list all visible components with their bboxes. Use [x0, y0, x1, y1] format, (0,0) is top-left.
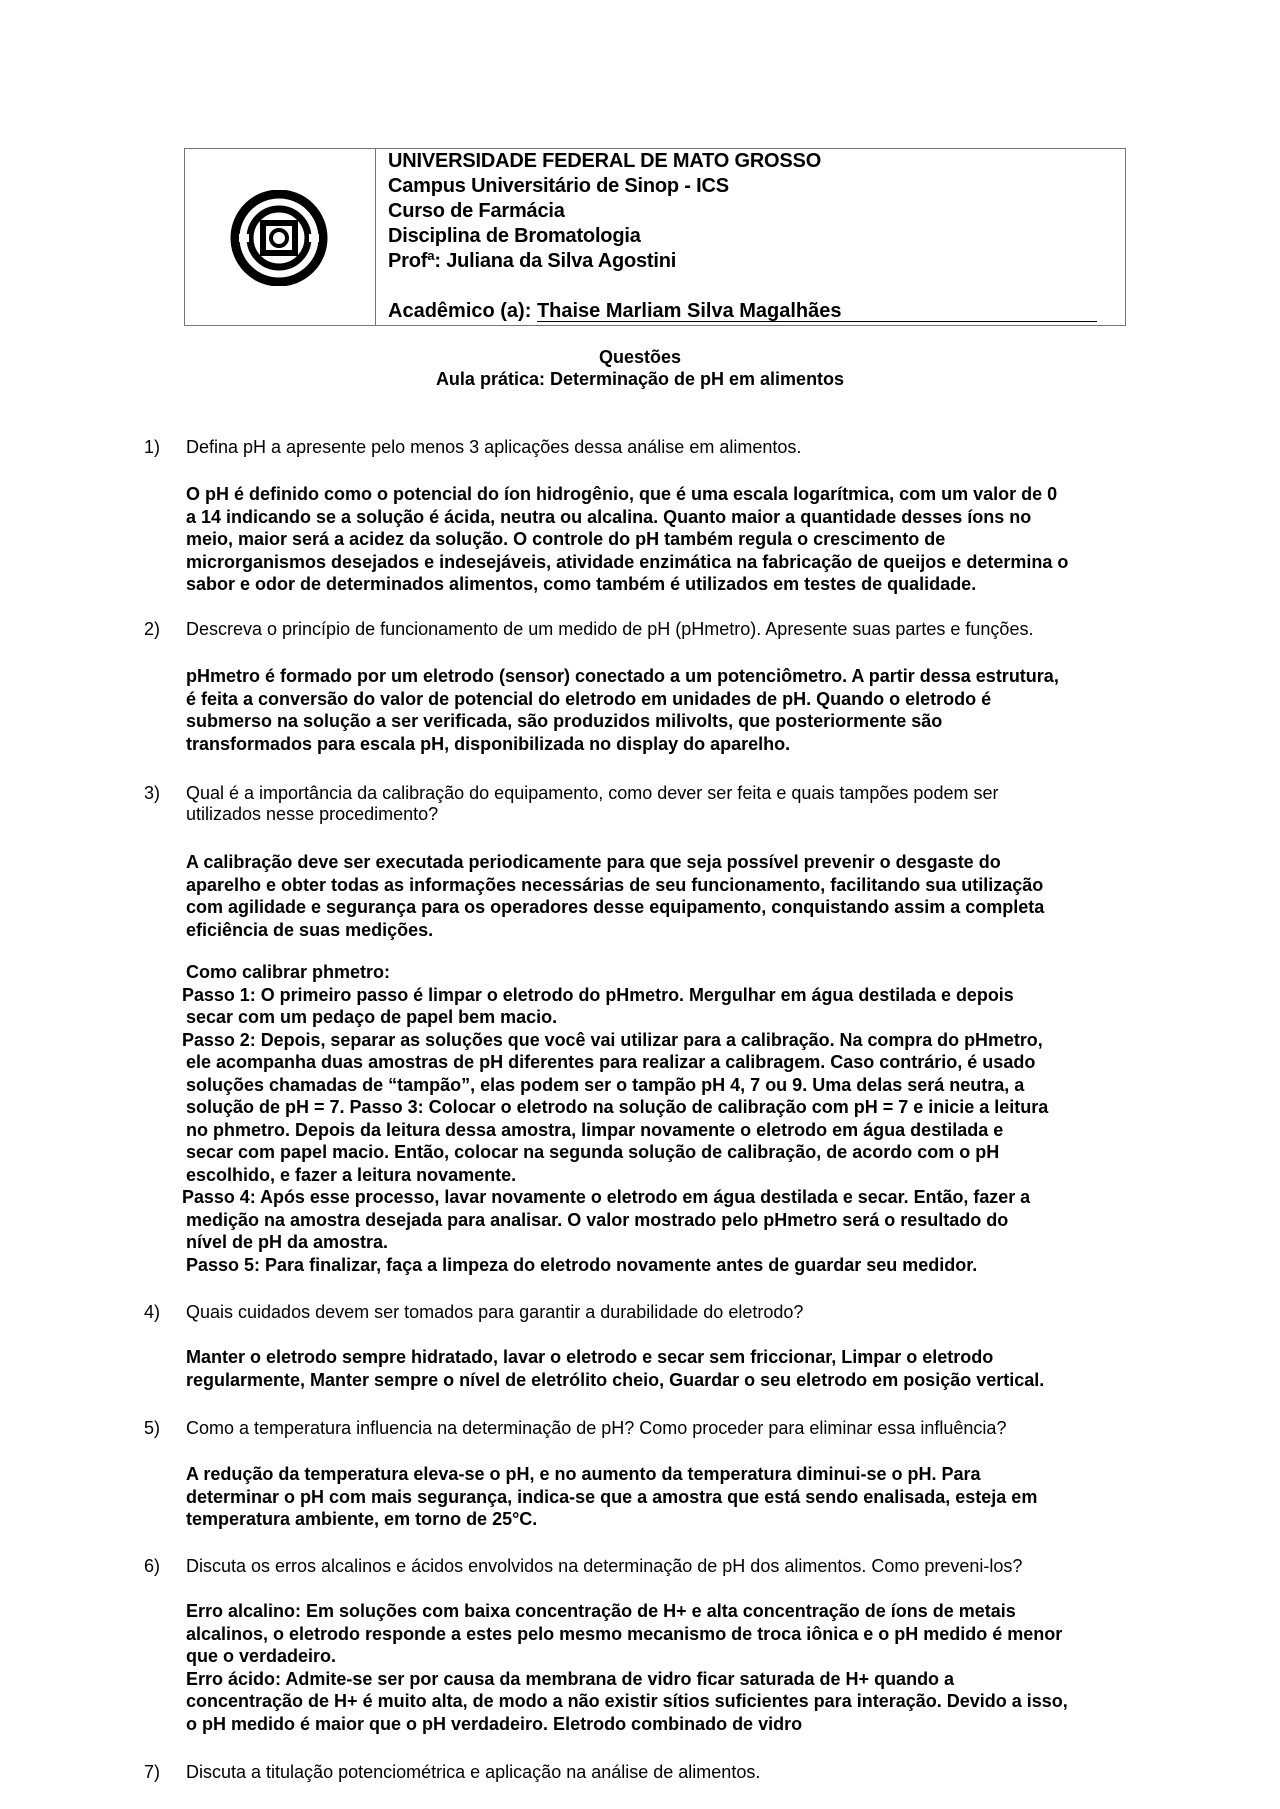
question-2	[144, 619, 1034, 640]
page-subtitle: Aula prática: Determinação de pH em alimentos	[435, 369, 845, 389]
question-5	[144, 1418, 1007, 1439]
header-box	[184, 148, 1126, 326]
answer-line: concentração de H+ é muito alta, de modo a não existir sítios suficientes para interação. Devido a isso,	[186, 1691, 1068, 1711]
answer-line: Manter o eletrodo sempre hidratado, lavar o eletrodo e secar sem friccionar, Limpar o eletrodo	[186, 1347, 994, 1367]
question-7	[144, 1762, 761, 1783]
question-number: 7)	[144, 1762, 161, 1782]
answer-line: que o verdadeiro.	[186, 1646, 337, 1666]
academic-line	[388, 300, 1097, 323]
step-line: Passo 1: O primeiro passo é limpar o eletrodo do pHmetro. Mergulhar em água destilada e depois	[182, 984, 1014, 1005]
question-text	[186, 783, 998, 825]
question-1	[144, 437, 802, 458]
university-logo-icon	[225, 190, 333, 286]
course-name: Curso de Farmácia	[388, 200, 565, 222]
step-line: Passo 4: Após esse processo, lavar novamente o eletrodo em água destilada e secar. Então, fazer a	[182, 1187, 1031, 1207]
answer-line: sabor e odor de determinados alimentos, como também é utilizados em testes de qualidade.	[186, 574, 977, 594]
step-line: solução de pH = 7. Passo 3: Colocar o eletrodo na solução de calibração com pH = 7 e inicie a leitura	[186, 1097, 1049, 1117]
question-number: 6)	[144, 1556, 161, 1576]
step-line: secar com um pedaço de papel bem macio.	[186, 1007, 558, 1027]
question-number: 3)	[144, 783, 161, 803]
step-line: Passo 5: Para finalizar, faça a limpeza do eletrodo novamente antes de guardar seu medidor.	[186, 1254, 978, 1275]
answer-line: a 14 indicando se a solução é ácida, neutra ou alcalina. Quanto maior a quantidade desses íons no	[186, 506, 1032, 527]
step-line: no phmetro. Depois da leitura dessa amostra, limpar novamente o eletrodo em água destilada e	[186, 1119, 1004, 1140]
question-text: Discuta os erros alcalinos e ácidos envolvidos na determinação de pH dos alimentos. Como preveni-los?	[186, 1556, 1023, 1576]
question-text-line: utilizados nesse procedimento?	[186, 804, 439, 824]
question-4	[144, 1302, 804, 1323]
step-line: nível de pH da amostra.	[186, 1232, 389, 1252]
answer-line: O pH é definido como o potencial do íon hidrogênio, que é uma escala logarítmica, com um valor de 0	[186, 484, 1058, 504]
logo-cell	[185, 149, 376, 325]
question-text: Descreva o princípio de funcionamento de um medido de pH (pHmetro). Apresente suas partes e funções.	[186, 619, 1034, 639]
question-text: Como a temperatura influencia na determinação de pH? Como proceder para eliminar essa influência?	[186, 1418, 1007, 1438]
question-number: 1)	[144, 437, 161, 457]
question-text: Discuta a titulação potenciométrica e aplicação na análise de alimentos.	[186, 1762, 761, 1782]
answer-line: eficiência de suas medições.	[186, 919, 434, 940]
answer-3	[186, 851, 1144, 941]
steps-heading: Como calibrar phmetro:	[186, 962, 391, 982]
answer-line: temperatura ambiente, em torno de 25°C.	[186, 1509, 538, 1529]
question-number: 4)	[144, 1302, 161, 1322]
answer-line: com agilidade e segurança para os operadores desse equipamento, conquistando assim a completa	[186, 897, 1045, 917]
discipline-name: Disciplina de Bromatologia	[388, 225, 641, 247]
answer-line: é feita a conversão do valor de potencial do eletrodo em unidades de pH. Quando o eletrodo é	[186, 688, 992, 709]
academic-label: Acadêmico (a):	[388, 300, 532, 322]
step-line: soluções chamadas de “tampão”, elas podem ser o tampão pH 4, 7 ou 9. Uma delas será neutra, a	[186, 1074, 1025, 1095]
step-line: ele acompanha duas amostras de pH diferentes para realizar a calibragem. Caso contrário, é usado	[186, 1052, 1036, 1072]
section-title: Questões	[598, 347, 682, 367]
question-number: 5)	[144, 1418, 161, 1438]
question-3	[144, 783, 999, 824]
professor-name: Profª: Juliana da Silva Agostini	[388, 250, 677, 272]
answer-line: microrganismos desejados e indesejáveis, atividade enzimática na fabricação de queijos e determina o	[186, 551, 1069, 572]
question-text: Defina pH a apresente pelo menos 3 aplicações dessa análise em alimentos.	[186, 437, 802, 457]
answer-line: submerso na solução a ser verificada, são produzidos milivolts, que posteriormente são	[186, 711, 943, 731]
answer-line: determinar o pH com mais segurança, indica-se que a amostra que está sendo enalisada, esteja em	[186, 1486, 1038, 1507]
question-text-line: Qual é a importância da calibração do equipamento, como dever ser feita e quais tampões podem ser	[186, 783, 999, 803]
answer-6	[186, 1600, 1144, 1735]
campus-name: Campus Universitário de Sinop - ICS	[388, 175, 729, 197]
step-line: escolhido, e fazer a leitura novamente.	[186, 1164, 517, 1185]
answer-line: o pH medido é maior que o pH verdadeiro. Eletrodo combinado de vidro	[186, 1713, 803, 1734]
step-line: secar com papel macio. Então, colocar na segunda solução de calibração, de acordo com o pH	[186, 1142, 1000, 1162]
academic-name: Thaise Marliam Silva Magalhães	[537, 301, 1097, 322]
answer-line: regularmente, Manter sempre o nível de eletrólito cheio, Guardar o seu eletrodo em posição vertical.	[186, 1369, 1045, 1390]
answer-line: A calibração deve ser executada periodicamente para que seja possível prevenir o desgaste do	[186, 852, 1001, 872]
step-line: medição na amostra desejada para analisar. O valor mostrado pelo pHmetro será o resultado do	[186, 1209, 1009, 1230]
answer-line: pHmetro é formado por um eletrodo (sensor) conectado a um potenciômetro. A partir dessa estrutura,	[186, 666, 1059, 686]
answer-line: Erro ácido: Admite-se ser por causa da membrana de vidro ficar saturada de H+ quando a	[186, 1668, 955, 1689]
answer-line: aparelho e obter todas as informações necessárias de seu funcionamento, facilitando sua utilização	[186, 874, 1044, 895]
question-6	[144, 1556, 1023, 1577]
step-line: Passo 2: Depois, separar as soluções que você vai utilizar para a calibração. Na compra do pHmetro,	[182, 1029, 1043, 1050]
answer-line: A redução da temperatura eleva-se o pH, e no aumento da temperatura diminui-se o pH. Para	[186, 1464, 981, 1484]
answer-line: meio, maior será a acidez da solução. O controle do pH também regula o crescimento de	[186, 529, 946, 549]
university-name: UNIVERSIDADE FEDERAL DE MATO GROSSO	[388, 150, 822, 172]
header-lines	[388, 149, 821, 274]
answer-line: transformados para escala pH, disponibilizada no display do aparelho.	[186, 733, 791, 754]
answer-3-steps	[182, 961, 1144, 1276]
answer-5	[186, 1463, 1144, 1531]
answer-line: Erro alcalino: Em soluções com baixa concentração de H+ e alta concentração de íons de metais	[186, 1601, 1016, 1621]
answer-line: alcalinos, o eletrodo responde a estes pelo mesmo mecanismo de troca iônica e o pH medido é menor	[186, 1623, 1063, 1644]
answer-2	[186, 665, 1144, 755]
answer-4	[186, 1346, 1144, 1391]
question-text: Quais cuidados devem ser tomados para garantir a durabilidade do eletrodo?	[186, 1302, 804, 1322]
answer-1	[186, 483, 1144, 596]
question-number: 2)	[144, 619, 161, 639]
